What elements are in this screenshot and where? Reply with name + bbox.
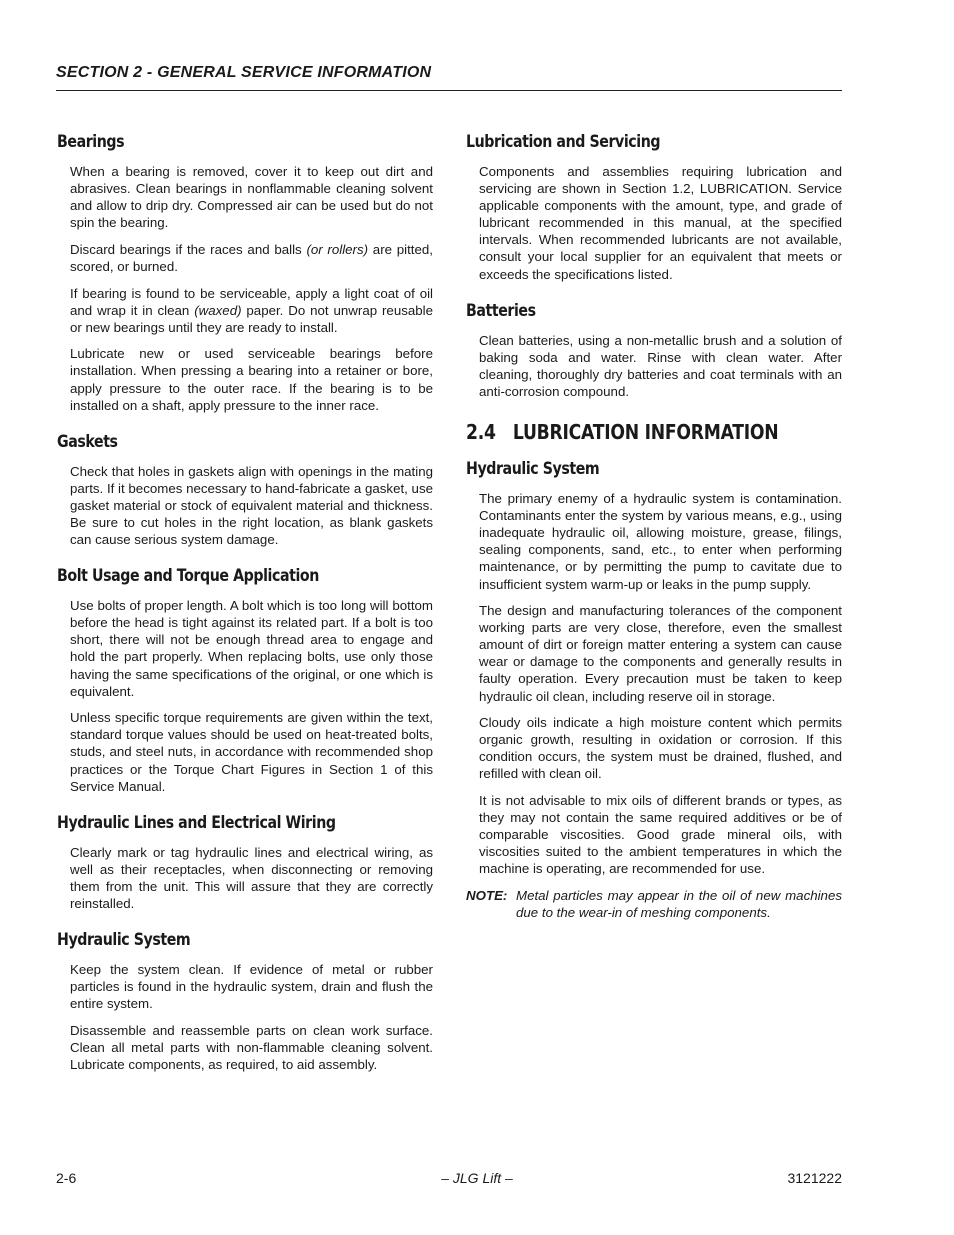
left-column (57, 132, 433, 1091)
batteries-heading: Batteries (466, 300, 536, 320)
gaskets-paragraph-1: Check that holes in gaskets align with openings in the mating parts. If it becomes necessary to hand-fabricate a gasket, use gasket material or stock of equivalent material and thickness. Be sure to cut holes in the right location, as blank gaskets can cause serious system damage. (70, 463, 433, 548)
hydraulic-system-paragraph-3: Cloudy oils indicate a high moisture content which permits organic growth, resulting in oxidation or corrosion. If this condition occurs, the system must be drained, flushed, and refilled with clean oil. (479, 715, 842, 782)
lubrication-information-heading: 2.4 LUBRICATION INFORMATION (466, 420, 779, 445)
note-text: Metal particles may appear in the oil of new machines due to the wear-in of meshing components. (516, 888, 842, 921)
lubrication-servicing-section (466, 132, 842, 283)
bearings-paragraph-2 (70, 241, 433, 275)
hydraulic-care-section (57, 930, 433, 1073)
emphasis-text: (or rollers) (306, 241, 369, 257)
bolts-section (57, 566, 433, 795)
lubrication-servicing-paragraph-1: Components and assemblies requiring lubrication and servicing are shown in Section 1.2, LUBRICATION. Service applicable components with the amount, type, and grade of lubricant recommended in this manual, at the specified intervals. When recommended lubricants are not available, consult your local supplier for an equivalent that meets or exceeds the specifications listed. (479, 164, 842, 282)
page-header (56, 64, 842, 91)
bolts-heading: Bolt Usage and Torque Application (57, 566, 319, 586)
right-column (466, 132, 842, 939)
section-title: SECTION 2 - GENERAL SERVICE INFORMATION (56, 64, 432, 81)
lines-paragraph-1: Clearly mark or tag hydraulic lines and electrical wiring, as well as their receptacles, when disconnecting or removing them from the unit. This will assure that they are correctly reinstalled. (70, 844, 433, 911)
bearings-paragraph-1: When a bearing is removed, cover it to keep out dirt and abrasives. Clean bearings in nonflammable cleaning solvent and allow to drip dry. Compressed air can be used but do not spin the bearing. (70, 164, 433, 231)
emphasis-text: (waxed) (194, 302, 242, 318)
hydraulic-system-paragraph-1: The primary enemy of a hydraulic system is contamination. Contaminants enter the system by various means, e.g., using inadequate hydraulic oil, allowing moisture, grease, filings, sealing components, sand, etc., to enter when performing maintenance, or by permitting the pump to cavitate due to insufficient system warm-up or leaks in the pump supply. (479, 491, 842, 592)
document-number: 3121222 (787, 1170, 842, 1186)
hydraulic-system-paragraph-2: The design and manufacturing tolerances of the component working parts are very close, therefore, even the smallest amount of dirt or foreign matter entering a system can cause wear or damage to the components and generally results in faulty operation. Every precaution must be taken to keep hydraulic oil clean, including reserve oil in storage. (479, 603, 842, 704)
batteries-section (466, 301, 842, 400)
hydraulic-care-paragraph-1: Keep the system clean. If evidence of metal or rubber particles is found in the hydraulic system, drain and flush the entire system. (70, 962, 433, 1012)
note-label: NOTE: (466, 888, 508, 903)
hydraulic-system-heading: Hydraulic System (466, 459, 600, 479)
bearings-paragraph-3 (70, 285, 433, 336)
text-run: paper. Do not unwrap reusable or new bearings until they are ready to install. (70, 302, 434, 335)
lubrication-servicing-heading: Lubrication and Servicing (466, 132, 661, 151)
bearings-paragraph-4: Lubricate new or used serviceable bearings before installation. When pressing a bearing into a retainer or bore, apply pressure to the outer race. If the bearing is to be installed on a shaft, apply pressure to the inner race. (70, 346, 433, 413)
gaskets-heading: Gaskets (57, 431, 118, 451)
gaskets-section (57, 432, 433, 548)
lines-section (57, 813, 433, 912)
bearings-section (57, 132, 433, 414)
hydraulic-care-paragraph-2: Disassemble and reassemble parts on clean work surface. Clean all metal parts with non-flammable cleaning solvent. Lubricate components, as required, to aid assembly. (70, 1022, 433, 1073)
note-block (466, 887, 842, 921)
hydraulic-system-paragraph-4: It is not advisable to mix oils of different brands or types, as they may not contain the same required additives or be of comparable viscosities. Good grade mineral oils, with viscosities suited to the ambient temperatures in which the machine is operating, are recommended for use. (479, 793, 842, 877)
text-run: If bearing is found to be serviceable, apply a light coat of oil and wrap it in clean (70, 285, 433, 318)
bolts-paragraph-2: Unless specific torque requirements are given within the text, standard torque values should be used on heat-treated bolts, studs, and steel nuts, in accordance with recommended shop practices or the Torque Chart Figures in Section 1 of this Service Manual. (70, 710, 433, 794)
hydraulic-system-section (466, 459, 842, 921)
footer-brand: – JLG Lift – (441, 1170, 513, 1186)
bolts-paragraph-1: Use bolts of proper length. A bolt which is too long will bottom before the head is tight against its related part. If a bolt is too short, there will not be enough thread area to engage and hold the part properly. When replacing bolts, use only those having the same specifications of the original, or one which is equivalent. (70, 598, 433, 699)
text-run: Discard bearings if the races and balls (70, 241, 307, 257)
lines-heading: Hydraulic Lines and Electrical Wiring (57, 812, 336, 832)
bearings-heading: Bearings (57, 132, 125, 151)
page-number: 2-6 (56, 1170, 77, 1186)
batteries-paragraph-1: Clean batteries, using a non-metallic brush and a solution of baking soda and water. Rinse with clean water. After cleaning, thoroughly dry batteries and coat terminals with an anti-corrosion compound. (479, 332, 842, 399)
hydraulic-care-heading: Hydraulic System (57, 930, 191, 950)
text-run: are pitted, scored, or burned. (70, 241, 433, 274)
